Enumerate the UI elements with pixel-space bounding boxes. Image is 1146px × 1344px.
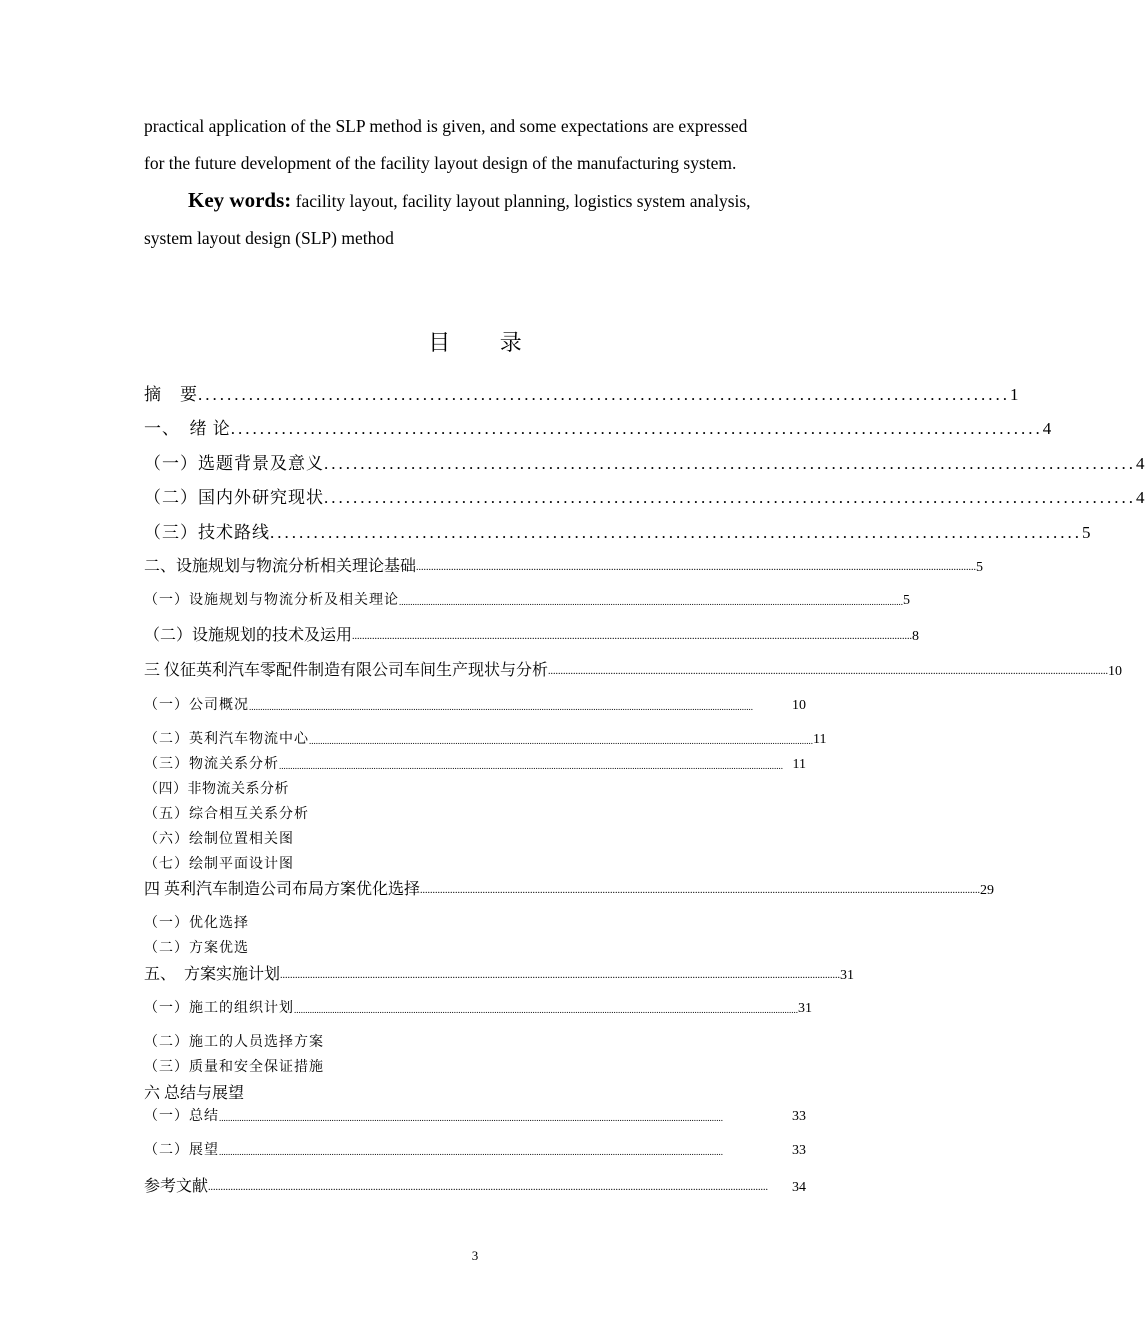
toc-entry-page: 11: [813, 732, 827, 747]
toc-entry-page: 4: [1042, 419, 1053, 438]
toc-entry-page: 31: [798, 1001, 812, 1016]
toc-entry-page: 33: [792, 1143, 806, 1158]
toc-entry[interactable]: [144, 778, 806, 798]
toc-entry[interactable]: [144, 449, 1146, 474]
toc-entry-label: （二）展望: [144, 1143, 219, 1158]
toc-entry[interactable]: [144, 1080, 806, 1103]
abstract-continuation: [144, 108, 806, 257]
keywords-line-2: system layout design (SLP) method: [144, 228, 394, 248]
toc-entry-label: （一）选题背景及意义: [144, 454, 324, 473]
toc-entry[interactable]: [144, 937, 806, 957]
toc-entry-page: 11: [792, 757, 806, 772]
toc-entry-label: 摘 要: [144, 385, 198, 404]
toc-entry[interactable]: [144, 380, 1020, 405]
toc-leader: ................................................................................................................: [270, 523, 1082, 542]
toc-leader: ................................................................................................................................................................................................................................: [249, 702, 753, 712]
toc-entry[interactable]: [144, 876, 995, 899]
toc-entry-label: （一）设施规划与物流分析及相关理论: [144, 593, 399, 608]
toc-entry[interactable]: [144, 518, 1092, 543]
toc-entry-label: （二）设施规划的技术及运用: [144, 627, 353, 644]
toc-entry-label: （二）方案优选: [144, 941, 249, 956]
toc-entry-label: （二）施工的人员选择方案: [144, 1035, 324, 1050]
toc-leader: ................................................................................................................................................................................................................................: [219, 1147, 723, 1157]
toc-entry-label: （七）绘制平面设计图: [144, 857, 294, 872]
toc-entry-page: 31: [840, 968, 855, 983]
toc-entry-page: 29: [980, 883, 995, 898]
toc-entry[interactable]: [144, 1056, 806, 1076]
toc-entry-page: 4: [1136, 454, 1146, 473]
toc-leader: ................................................................................................................: [324, 488, 1136, 507]
toc-entry[interactable]: [144, 853, 806, 873]
abstract-line-2: for the future development of the facility layout design of the manufacturing system.: [144, 153, 737, 173]
toc-entry-label: （一）公司概况: [144, 698, 249, 713]
toc-leader: ................................................................................................................................................................................................................................: [416, 562, 977, 573]
toc-leader: ................................................................................................................................................................................................................................: [280, 970, 841, 981]
toc-entry[interactable]: [144, 1105, 806, 1125]
toc-leader: ................................................................................................................................................................................................................................: [548, 666, 1109, 677]
toc-entry-label: （四）非物流关系分析: [144, 782, 289, 797]
keywords-label: Key words:: [188, 188, 292, 212]
toc-entry-page: 33: [792, 1109, 806, 1124]
toc-entry-page: 4: [1136, 488, 1146, 507]
toc-entry-label: （三）质量和安全保证措施: [144, 1060, 324, 1075]
toc-leader: ................................................................................................................................................................................................................................: [399, 597, 903, 607]
toc-entry-label: （二）英利汽车物流中心: [144, 732, 309, 747]
keywords-line: [144, 182, 806, 220]
toc-entry[interactable]: [144, 1173, 806, 1196]
toc-entry-page: 1: [1010, 385, 1020, 404]
toc-leader: ................................................................................................................................................................................................................................: [309, 736, 813, 746]
toc-entry[interactable]: [144, 1139, 806, 1159]
toc-entry-label: 二、设施规划与物流分析相关理论基础: [144, 558, 417, 575]
toc-entry[interactable]: [144, 589, 910, 609]
toc-title: 目 录: [428, 330, 544, 355]
toc-entry-page: 10: [1108, 664, 1123, 679]
toc-entry-page: 10: [792, 698, 806, 713]
toc-entry-label: （一）总结: [144, 1109, 219, 1124]
toc-entry-label: 一、 绪 论: [144, 419, 231, 438]
toc-entry-label: 三 仪征英利汽车零配件制造有限公司车间生产现状与分析: [144, 662, 549, 679]
toc-entry[interactable]: [144, 553, 984, 576]
toc-leader: ................................................................................................................: [198, 385, 1010, 404]
toc-entry-label: 参考文献: [144, 1178, 209, 1195]
toc-entry[interactable]: [144, 414, 1053, 439]
toc-leader: ................................................................................................................: [230, 419, 1043, 438]
toc-entry[interactable]: [144, 1031, 806, 1051]
toc-entry[interactable]: [144, 657, 1123, 680]
toc-entry-label: 六 总结与展望: [144, 1085, 245, 1102]
toc-entry[interactable]: [144, 728, 827, 748]
toc-entry[interactable]: [144, 694, 806, 714]
toc-entry-label: 五、 方案实施计划: [144, 966, 281, 983]
toc-entry-label: （一）施工的组织计划: [144, 1001, 294, 1016]
toc-leader: ................................................................................................................: [324, 454, 1136, 473]
toc-leader: ................................................................................................................................................................................................................................: [294, 1005, 798, 1015]
keywords-text-a: facility layout, facility layout planning, logistics system analysis,: [291, 191, 751, 211]
toc-leader: ................................................................................................................................................................................................................................: [420, 885, 981, 896]
page-number: 3: [471, 1248, 479, 1263]
toc-entry[interactable]: [144, 622, 920, 645]
toc-entry[interactable]: [144, 803, 806, 823]
toc-entry-label: （五）综合相互关系分析: [144, 807, 309, 822]
toc-leader: ................................................................................................................................................................................................................................: [219, 1113, 723, 1123]
toc-leader: ................................................................................................................................................................................................................................: [208, 1182, 769, 1193]
toc-entry[interactable]: [144, 912, 806, 932]
toc-entry[interactable]: [144, 997, 812, 1017]
toc-entry-label: （六）绘制位置相关图: [144, 832, 294, 847]
abstract-line-1: practical application of the SLP method is given, and some expectations are expressed: [144, 116, 748, 136]
toc-leader: ................................................................................................................................................................................................................................: [352, 631, 913, 642]
toc-entry-label: （三）物流关系分析: [144, 757, 279, 772]
toc-entry-label: （三）技术路线: [144, 523, 270, 542]
toc-entry[interactable]: [144, 828, 806, 848]
toc-entry-label: （一）优化选择: [144, 916, 249, 931]
toc-entry[interactable]: [144, 483, 1146, 508]
toc-entry-page: 34: [792, 1180, 806, 1195]
toc-entry-page: 5: [976, 560, 984, 575]
toc-entry[interactable]: [144, 753, 806, 773]
toc-entry-page: 5: [1082, 523, 1092, 542]
toc-entry-label: 四 英利汽车制造公司布局方案优化选择: [144, 881, 421, 898]
toc-entry[interactable]: [144, 961, 855, 984]
toc-entry-page: 8: [912, 629, 920, 644]
toc-leader: ................................................................................................................................................................................................................................: [279, 761, 783, 771]
toc-entry-label: （二）国内外研究现状: [144, 488, 324, 507]
toc-entry-page: 5: [903, 593, 910, 608]
